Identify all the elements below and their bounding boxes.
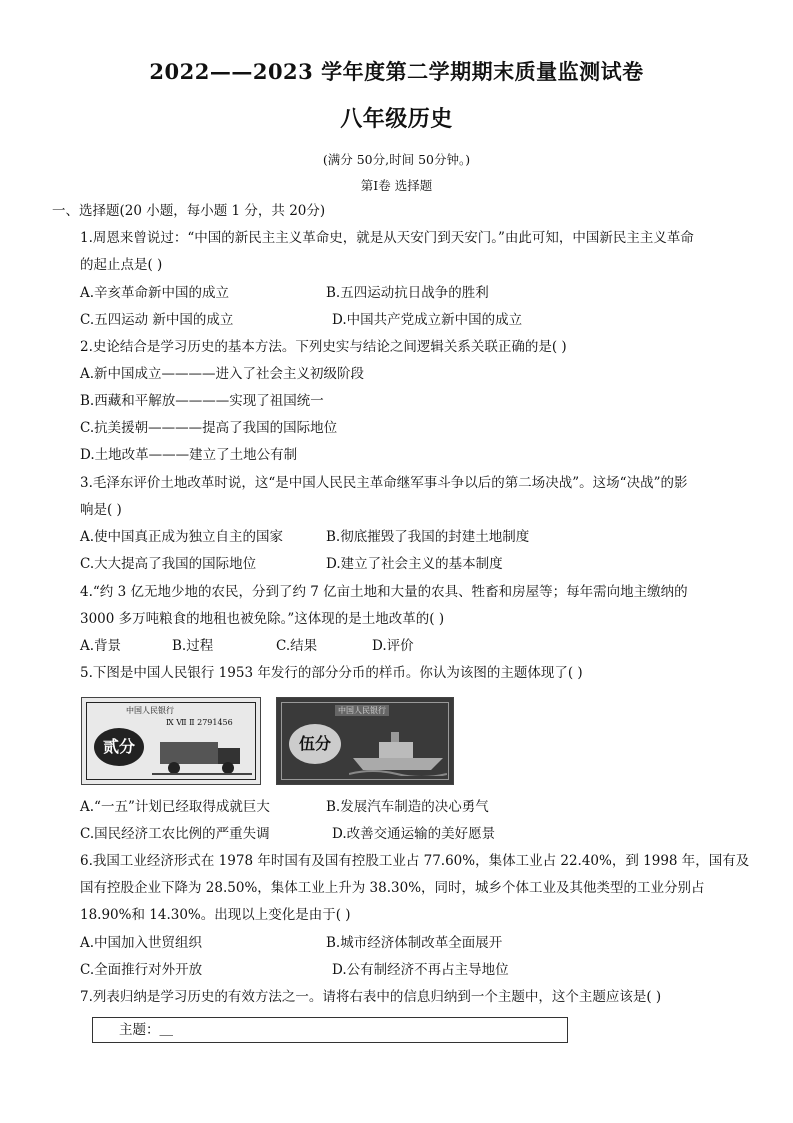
q2-option-c: C.抗美援朝————提高了我国的国际地位 xyxy=(80,420,338,436)
truck-illustration xyxy=(152,732,252,776)
q4-stem-line1: 4.“约 3 亿无地少地的农民，分到了约 7 亿亩土地和大量的农具、牲畜和房屋等；每年需向地主缴纳的 xyxy=(80,584,688,600)
q3-stem-line2: 响是( ) xyxy=(80,502,122,518)
q4-option-b: B.过程 xyxy=(172,638,214,654)
banknote-value-text: 贰分 xyxy=(94,728,144,766)
q4-option-a: A.背景 xyxy=(80,638,122,654)
q6-stem-line3: 18.90%和 14.30%。出现以上变化是由于( ) xyxy=(80,907,351,923)
q4-option-c: C.结果 xyxy=(276,638,318,654)
q6-stem-line1: 6.我国工业经济形式在 1978 年时国有及国有控股工业占 77.60%，集体工业占 22.40%，到 1998 年，国有及 xyxy=(80,853,750,869)
ship-illustration xyxy=(349,728,447,776)
topic-label: 主题：＿ xyxy=(119,1022,173,1038)
q5-option-b: B.发展汽车制造的决心勇气 xyxy=(326,799,489,815)
q3-option-b: B.彻底摧毁了我国的封建土地制度 xyxy=(326,529,530,545)
q4-option-d: D.评价 xyxy=(372,638,414,654)
q5-option-c: C.国民经济工农比例的严重失调 xyxy=(80,826,270,842)
exam-info: (满分 50分,时间 50分钟。) xyxy=(322,152,471,167)
q1-option-d: D.中国共产党成立新中国的成立 xyxy=(332,312,523,328)
exam-subject: 八年级历史 xyxy=(340,106,453,132)
q5-stem: 5.下图是中国人民银行 1953 年发行的部分分币的样币。你认为该图的主题体现了( ) xyxy=(80,665,583,681)
volume-heading: 第Ⅰ卷 选择题 xyxy=(360,178,433,193)
q4-stem-line2: 3000 多万吨粮食的地租也被免除。”这体现的是土地改革的( ) xyxy=(80,611,445,627)
q3-option-a: A.使中国真正成为独立自主的国家 xyxy=(80,529,284,545)
q6-option-d: D.公有制经济不再占主导地位 xyxy=(332,962,509,978)
banknote-five-fen-image xyxy=(276,697,454,785)
q5-option-a: A.“一五”计划已经取得成就巨大 xyxy=(80,799,270,815)
q2-stem: 2.史论结合是学习历史的基本方法。下列史实与结论之间逻辑关系关联正确的是( ) xyxy=(80,339,567,355)
banknote-header-text: 中国人民银行 xyxy=(126,706,174,715)
q3-option-d: D.建立了社会主义的基本制度 xyxy=(326,556,503,572)
topic-table-box xyxy=(92,1017,568,1043)
banknote-header-text: 中国人民银行 xyxy=(335,705,389,716)
q1-option-a: A.辛亥革命新中国的成立 xyxy=(80,285,230,301)
q6-option-a: A.中国加入世贸组织 xyxy=(80,935,203,951)
q7-stem: 7.列表归纳是学习历史的有效方法之一。请将右表中的信息归纳到一个主题中，这个主题应该是( ) xyxy=(80,989,662,1005)
q1-option-c: C.五四运动 新中国的成立 xyxy=(80,312,234,328)
q6-option-c: C.全面推行对外开放 xyxy=(80,962,203,978)
q3-option-c: C.大大提高了我国的国际地位 xyxy=(80,556,257,572)
q1-stem-line2: 的起止点是( ) xyxy=(80,257,163,273)
q3-stem-line1: 3.毛泽东评价土地改革时说，这“是中国人民民主革命继军事斗争以后的第二场决战”。这场“决战”的影 xyxy=(80,475,688,491)
banknote-serial: Ⅸ Ⅶ Ⅱ 2791456 xyxy=(166,718,233,727)
q1-option-b: B.五四运动抗日战争的胜利 xyxy=(326,285,489,301)
q6-stem-line2: 国有控股企业下降为 28.50%，集体工业上升为 38.30%，同时，城乡个体工业及其他类型的工业分别占 xyxy=(80,880,705,896)
q2-option-d: D.土地改革———建立了土地公有制 xyxy=(80,447,298,463)
q1-stem-line1: 1.周恩来曾说过：“中国的新民主主义革命史，就是从天安门到天安门。”由此可知，中国新民主主义革命 xyxy=(80,230,694,246)
banknote-value-text: 伍分 xyxy=(289,724,341,764)
q2-option-b: B.西藏和平解放————实现了祖国统一 xyxy=(80,393,324,409)
exam-title: 2022——2023 学年度第二学期期末质量监测试卷 xyxy=(149,59,644,84)
section-heading: 一、选择题(20 小题，每小题 1 分，共 20分) xyxy=(52,203,326,219)
q6-option-b: B.城市经济体制改革全面展开 xyxy=(326,935,503,951)
q5-option-d: D.改善交通运输的美好愿景 xyxy=(332,826,496,842)
q2-option-a: A.新中国成立————进入了社会主义初级阶段 xyxy=(80,366,365,382)
banknote-two-fen-image xyxy=(81,697,261,785)
